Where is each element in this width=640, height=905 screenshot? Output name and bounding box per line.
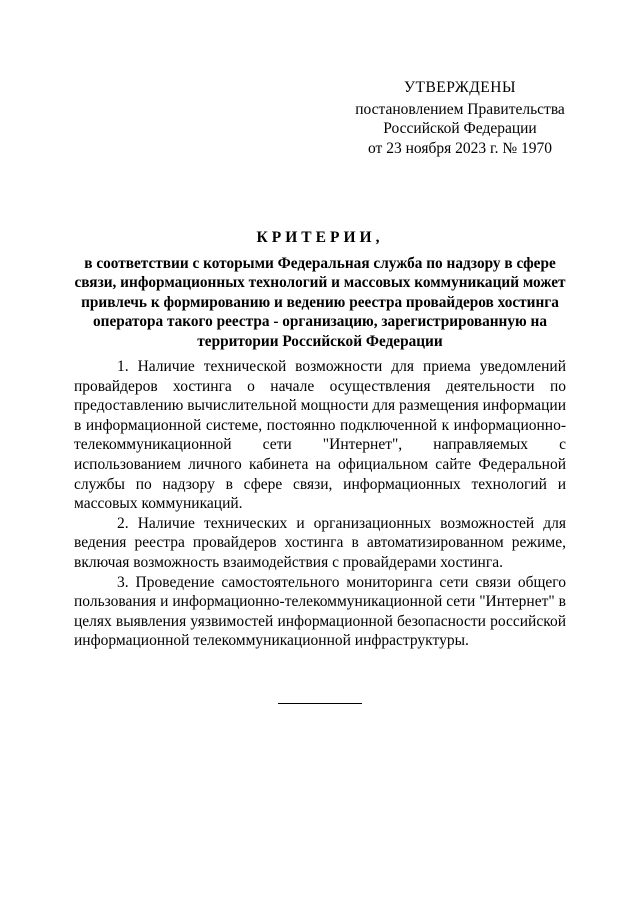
paragraph-2: 2. Наличие технических и организационных возможностей для ведения реестра провайдеров хостинга в автоматизированном режиме, включая возможность взаимодействия с провайдерами хостинга. [74,514,566,571]
approval-line-2: Российской Федерации [383,120,537,137]
document-subtitle: в соответствии с которыми Федеральная служба по надзору в сфере связи, информационных технологий и массовых коммуникаций может привлечь к формированию и ведению реестра провайдеров хостинга оператора такого реестра - организацию, зарегистрированную на территории Российской Федерации [74,254,566,350]
approval-line-3: от 23 ноября 2023 г. № 1970 [368,139,552,157]
document-heading [72,228,568,351]
document-title: КРИТЕРИИ, [256,229,384,246]
approval-block [330,78,590,158]
document-body [74,357,566,651]
approval-line-1: постановлением Правительства [355,100,565,118]
paragraph-3: 3. Проведение самостоятельного мониторинга сети связи общего пользования и информационно-телекоммуникационной сети "Интернет" в целях выявления уязвимостей информационной безопасности российской информационной телекоммуникационной инфраструктуры. [74,573,566,650]
end-separator-line [278,703,362,704]
paragraph-1: 1. Наличие технической возможности для приема уведомлений провайдеров хостинга о начале осуществления деятельности по предоставлению вычислительной мощности для размещения информации в информационной системе, постоянно подключенной к информационно-телекоммуникационной сети "Интернет", направляемых с использованием личного кабинета на официальном сайте Федеральной службы по надзору в сфере связи, информационных технологий и массовых коммуникаций. [74,358,567,513]
approval-title: УТВЕРЖДЕНЫ [404,79,516,96]
